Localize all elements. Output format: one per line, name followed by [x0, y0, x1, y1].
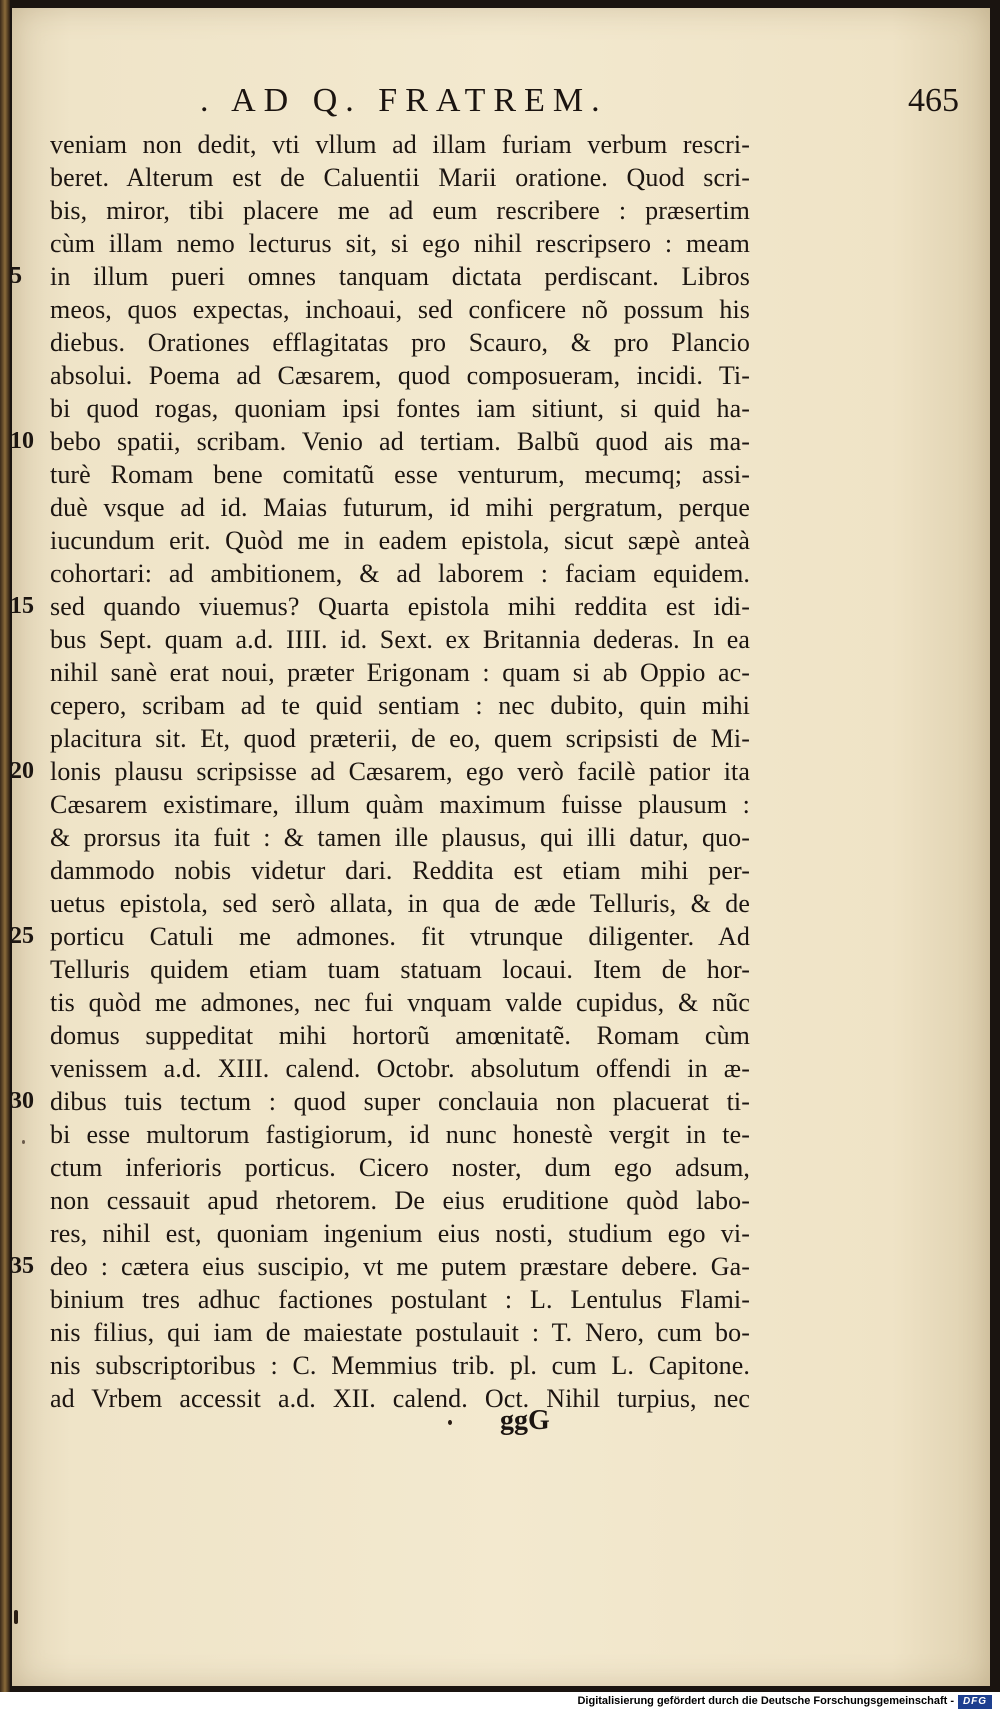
line-text: diebus. Orationes efflagitatas pro Scauro, & pro Plancio [50, 328, 750, 357]
text-line [50, 689, 750, 722]
text-line [10, 590, 750, 623]
text-line [50, 524, 750, 557]
line-text: bus Sept. quam a.d. IIII. id. Sext. ex Britannia dederas. In ea [50, 625, 750, 654]
footer-bar [0, 1692, 1000, 1713]
line-text: tis quòd me admones, nec fui vnquam valde cupidus, & nũc [50, 988, 750, 1017]
page-number: 465 [908, 82, 959, 119]
line-number: 20 [10, 758, 34, 784]
line-text: in illum pueri omnes tanquam dictata perdiscant. Libros [50, 262, 750, 291]
line-text: uetus epistola, sed serò allata, in qua de æde Telluris, & de [50, 889, 750, 918]
book-spine-edge [0, 0, 10, 1692]
line-text: absolui. Poema ad Cæsarem, quod composueram, incidi. Ti- [50, 361, 750, 390]
line-number: 25 [10, 923, 34, 949]
text-line [50, 656, 750, 689]
line-text: non cessauit apud rhetorem. De eius eruditione quòd labo- [50, 1186, 750, 1215]
line-number: 30 [10, 1088, 34, 1114]
line-text: bis, miror, tibi placere me ad eum rescribere : præsertim [50, 196, 750, 225]
line-text: res, nihil est, quoniam ingenium eius nosti, studium ego vi- [50, 1219, 750, 1248]
line-text: duè vsque ad id. Maias futurum, id mihi pergratum, perque [50, 493, 750, 522]
line-number: 10 [10, 428, 34, 454]
text-line [10, 260, 750, 293]
line-text: bi quod rogas, quoniam ipsi fontes iam sitiunt, si quid ha- [50, 394, 750, 423]
line-text: Cæsarem existimare, illum quàm maximum fuisse plausum : [50, 790, 750, 819]
line-text: bebo spatii, scribam. Venio ad tertiam. Balbũ quod ais ma- [50, 427, 750, 456]
line-text: venissem a.d. XIII. calend. Octobr. absolutum offendi in æ- [50, 1054, 750, 1083]
text-line [50, 359, 750, 392]
text-line [50, 1184, 750, 1217]
line-text: dammodo nobis videtur dari. Reddita est etiam mihi per- [50, 856, 750, 885]
text-line [50, 887, 750, 920]
line-text: cohortari: ad ambitionem, & ad laborem : faciam equidem. [50, 559, 750, 588]
text-line [50, 1151, 750, 1184]
text-line [50, 227, 750, 260]
line-text: cepero, scribam ad te quid sentiam : nec dubito, quin mihi [50, 691, 750, 720]
page-header [0, 82, 1000, 126]
line-text: turè Romam bene comitatũ esse venturum, mecumq; assi- [50, 460, 750, 489]
signature-mark: ggG [500, 1405, 550, 1436]
text-line [50, 1118, 750, 1151]
line-text: lonis plausu scripsisse ad Cæsarem, ego verò facilè patior ita [50, 757, 750, 786]
body-text [10, 128, 750, 1415]
text-line [50, 854, 750, 887]
line-text: iucundum erit. Quòd me in eadem epistola, sicut sæpè anteà [50, 526, 750, 555]
text-line [10, 920, 750, 953]
text-line [50, 458, 750, 491]
text-line [50, 161, 750, 194]
line-text: ctum inferioris porticus. Cicero noster, dum ego adsum, [50, 1153, 750, 1182]
line-text: domus suppeditat mihi hortorũ amœnitatẽ. Romam cùm [50, 1021, 750, 1050]
line-text: porticu Catuli me admones. fit vtrunque diligenter. Ad [50, 922, 750, 951]
text-line [50, 788, 750, 821]
text-line [50, 128, 750, 161]
text-line [50, 821, 750, 854]
line-text: bi esse multorum fastigiorum, id nunc honestè vergit in te- [50, 1120, 750, 1149]
line-text: meos, quos expectas, inchoaui, sed conficere nõ possum his [50, 295, 750, 324]
line-number: 35 [10, 1253, 34, 1279]
text-line [50, 491, 750, 524]
text-line [50, 1217, 750, 1250]
line-text: binium tres adhuc factiones postulant : L. Lentulus Flami- [50, 1285, 750, 1314]
text-line [50, 1316, 750, 1349]
line-number: 15 [10, 593, 34, 619]
text-line [50, 557, 750, 590]
line-text: deo : cætera eius suscipio, vt me putem præstare debere. Ga- [50, 1252, 750, 1281]
line-text: veniam non dedit, vti vllum ad illam furiam verbum rescri- [50, 130, 750, 159]
text-line [50, 392, 750, 425]
running-head: . AD Q. FRATREM. [200, 82, 608, 119]
text-line [10, 755, 750, 788]
line-text: placitura sit. Et, quod præterii, de eo, quem scripsisti de Mi- [50, 724, 750, 753]
text-line [50, 1349, 750, 1382]
line-text: nis subscriptoribus : C. Memmius trib. pl. cum L. Capitone. [50, 1351, 750, 1380]
line-text: cùm illam nemo lecturus sit, si ego nihil rescripsero : meam [50, 229, 750, 258]
line-number: 5 [10, 263, 22, 289]
text-line [50, 1283, 750, 1316]
footer-credit: Digitalisierung gefördert durch die Deutsche Forschungsgemeinschaft - [577, 1695, 954, 1707]
text-line [50, 326, 750, 359]
text-line [50, 623, 750, 656]
text-line [10, 1250, 750, 1283]
text-line [50, 1052, 750, 1085]
line-text: nihil sanè erat noui, præter Erigonam : quam si ab Oppio ac- [50, 658, 750, 687]
line-text: beret. Alterum est de Caluentii Marii oratione. Quod scri- [50, 163, 750, 192]
text-line [50, 293, 750, 326]
line-text: sed quando viuemus? Quarta epistola mihi reddita est idi- [50, 592, 750, 621]
line-text: & prorsus ita fuit : & tamen ille plausus, qui illi datur, quo- [50, 823, 750, 852]
dfg-logo: DFG [958, 1695, 992, 1709]
text-line [50, 722, 750, 755]
text-line [50, 1019, 750, 1052]
text-line [10, 425, 750, 458]
line-text: dibus tuis tectum : quod super conclauia non placuerat ti- [50, 1087, 750, 1116]
line-text: Telluris quidem etiam tuam statuam locaui. Item de hor- [50, 955, 750, 984]
ink-speck [14, 1610, 18, 1624]
text-line [50, 986, 750, 1019]
ink-speck [448, 1420, 452, 1425]
line-text: nis filius, qui iam de maiestate postulauit : T. Nero, cum bo- [50, 1318, 750, 1347]
ink-speck [22, 1140, 25, 1144]
text-line [50, 1382, 750, 1415]
line-text: ad Vrbem accessit a.d. XII. calend. Oct. Nihil turpius, nec [50, 1384, 750, 1413]
text-line [50, 194, 750, 227]
text-line [10, 1085, 750, 1118]
text-line [50, 953, 750, 986]
